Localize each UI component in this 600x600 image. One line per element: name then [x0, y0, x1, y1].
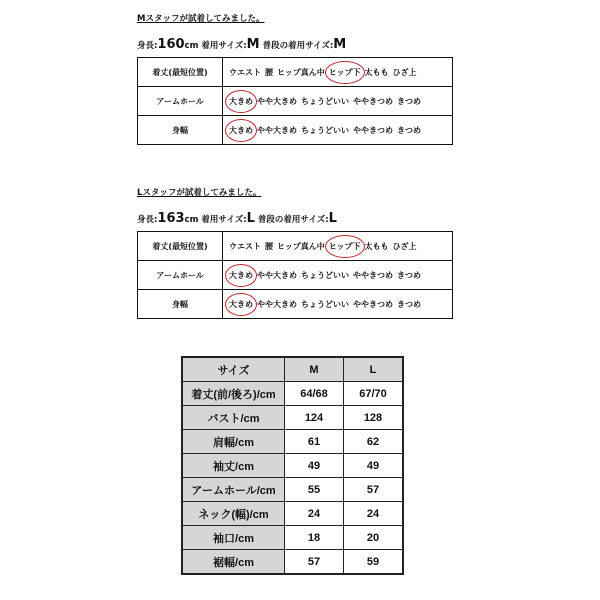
fit-option: ちょうどいい [301, 299, 349, 309]
m-staff-section [137, 12, 453, 145]
fit-option: ちょうどいい [301, 270, 349, 280]
fit-option: ややきつめ [353, 96, 393, 106]
l-staff-meta [137, 211, 453, 227]
header-cell: M [285, 357, 344, 382]
measurement-label: ネック(幅)/cm [182, 502, 285, 526]
fit-option: ややきつめ [353, 299, 393, 309]
fit-row-label: 身幅 [138, 116, 223, 145]
height-unit: cm [184, 41, 199, 51]
wear-size-value: M [246, 37, 260, 52]
measurement-label: 肩幅/cm [182, 430, 285, 454]
fit-row-label: アームホール [138, 261, 223, 290]
fit-row [138, 290, 453, 319]
m-staff-heading: Mスタッフが試着してみました。 [137, 14, 265, 24]
l-staff-section [137, 186, 453, 319]
measurement-label: 袖丈/cm [182, 454, 285, 478]
size-table-row [182, 430, 403, 454]
wear-size-label: 着用サイズ: [201, 41, 247, 51]
measurement-value-m: 61 [285, 430, 344, 454]
usual-size-value: M [333, 37, 347, 52]
fit-row [138, 116, 453, 145]
fit-row-options [223, 116, 453, 145]
fit-option: ヒップ真ん中 [277, 67, 325, 77]
measurement-value-l: 128 [344, 406, 404, 430]
fit-option: ややきつめ [353, 270, 393, 280]
fit-option: きつめ [397, 270, 421, 280]
height-value: 163 [157, 211, 185, 226]
fit-row-label: アームホール [138, 87, 223, 116]
fit-option-selected: 大きめ [229, 96, 253, 106]
fit-row-label: 着丈(最短位置) [138, 232, 223, 261]
measurement-value-m: 18 [285, 526, 344, 550]
fit-row-options [223, 58, 453, 87]
fit-option: 腰 [265, 241, 273, 251]
measurement-label: アームホール/cm [182, 478, 285, 502]
fit-option: やや大きめ [257, 96, 297, 106]
size-table-row [182, 454, 403, 478]
header-cell: サイズ [182, 357, 285, 382]
l-staff-heading: Lスタッフが試着してみました。 [137, 188, 262, 198]
usual-size-label: 普段の着用サイズ: [257, 215, 329, 225]
fit-option: やや大きめ [257, 125, 297, 135]
measurement-value-l: 24 [344, 502, 404, 526]
fit-option: ヒップ真ん中 [277, 241, 325, 251]
fit-option: やや大きめ [257, 270, 297, 280]
measurement-value-l: 62 [344, 430, 404, 454]
size-table-row [182, 502, 403, 526]
fit-option-selected: 大きめ [229, 270, 253, 280]
height-value: 160 [157, 37, 185, 52]
size-table-row [182, 550, 403, 575]
measurement-label: バスト/cm [182, 406, 285, 430]
measurement-value-l: 57 [344, 478, 404, 502]
fit-option-selected: 大きめ [229, 299, 253, 309]
height-label: 身長: [137, 41, 158, 51]
usual-size-value: L [328, 211, 337, 226]
height-unit: cm [184, 215, 199, 225]
measurement-label: 裾幅/cm [182, 550, 285, 575]
fit-option-selected: ヒップ下 [328, 241, 361, 251]
measurement-value-l: 59 [344, 550, 404, 575]
fit-row-options [223, 290, 453, 319]
fit-row [138, 87, 453, 116]
fit-option: 太もも [364, 241, 389, 251]
fit-row-options [223, 87, 453, 116]
fit-option: ひざ上 [392, 67, 417, 77]
size-table-header [182, 357, 403, 382]
fit-row-options [223, 261, 453, 290]
measurement-label: 袖口/cm [182, 526, 285, 550]
m-staff-meta [137, 37, 453, 53]
fit-option: きつめ [397, 96, 421, 106]
measurement-value-m: 124 [285, 406, 344, 430]
wear-size-value: L [246, 211, 255, 226]
measurement-value-m: 64/68 [285, 382, 344, 406]
fit-option: きつめ [397, 125, 421, 135]
size-table-row [182, 478, 403, 502]
fit-row-options [223, 232, 453, 261]
usual-size-label: 普段の着用サイズ: [262, 41, 334, 51]
fit-option-selected: ヒップ下 [328, 67, 361, 77]
fit-row [138, 232, 453, 261]
fit-row-label: 着丈(最短位置) [138, 58, 223, 87]
size-table-row [182, 406, 403, 430]
fit-row-label: 身幅 [138, 290, 223, 319]
measurement-value-m: 55 [285, 478, 344, 502]
fit-option-selected: 大きめ [229, 125, 253, 135]
measurement-label: 着丈(前/後ろ)/cm [182, 382, 285, 406]
header-cell: L [344, 357, 404, 382]
height-label: 身長: [137, 215, 158, 225]
fit-option: 太もも [364, 67, 389, 77]
fit-option: ひざ上 [392, 241, 417, 251]
fit-option: きつめ [397, 299, 421, 309]
l-fit-table [137, 231, 453, 319]
measurement-value-l: 49 [344, 454, 404, 478]
measurement-value-l: 67/70 [344, 382, 404, 406]
fit-option: ウエスト [229, 67, 261, 77]
fit-row [138, 58, 453, 87]
fit-option: 腰 [265, 67, 273, 77]
size-table-row [182, 526, 403, 550]
fit-row [138, 261, 453, 290]
measurement-value-m: 49 [285, 454, 344, 478]
fit-option: ウエスト [229, 241, 261, 251]
fit-option: ちょうどいい [301, 125, 349, 135]
measurement-value-m: 24 [285, 502, 344, 526]
measurement-value-l: 20 [344, 526, 404, 550]
wear-size-label: 着用サイズ: [201, 215, 247, 225]
fit-option: ちょうどいい [301, 96, 349, 106]
fit-option: ややきつめ [353, 125, 393, 135]
fit-option: やや大きめ [257, 299, 297, 309]
m-fit-table [137, 57, 453, 145]
size-spec-table [181, 356, 404, 575]
size-table-row [182, 382, 403, 406]
measurement-value-m: 57 [285, 550, 344, 575]
